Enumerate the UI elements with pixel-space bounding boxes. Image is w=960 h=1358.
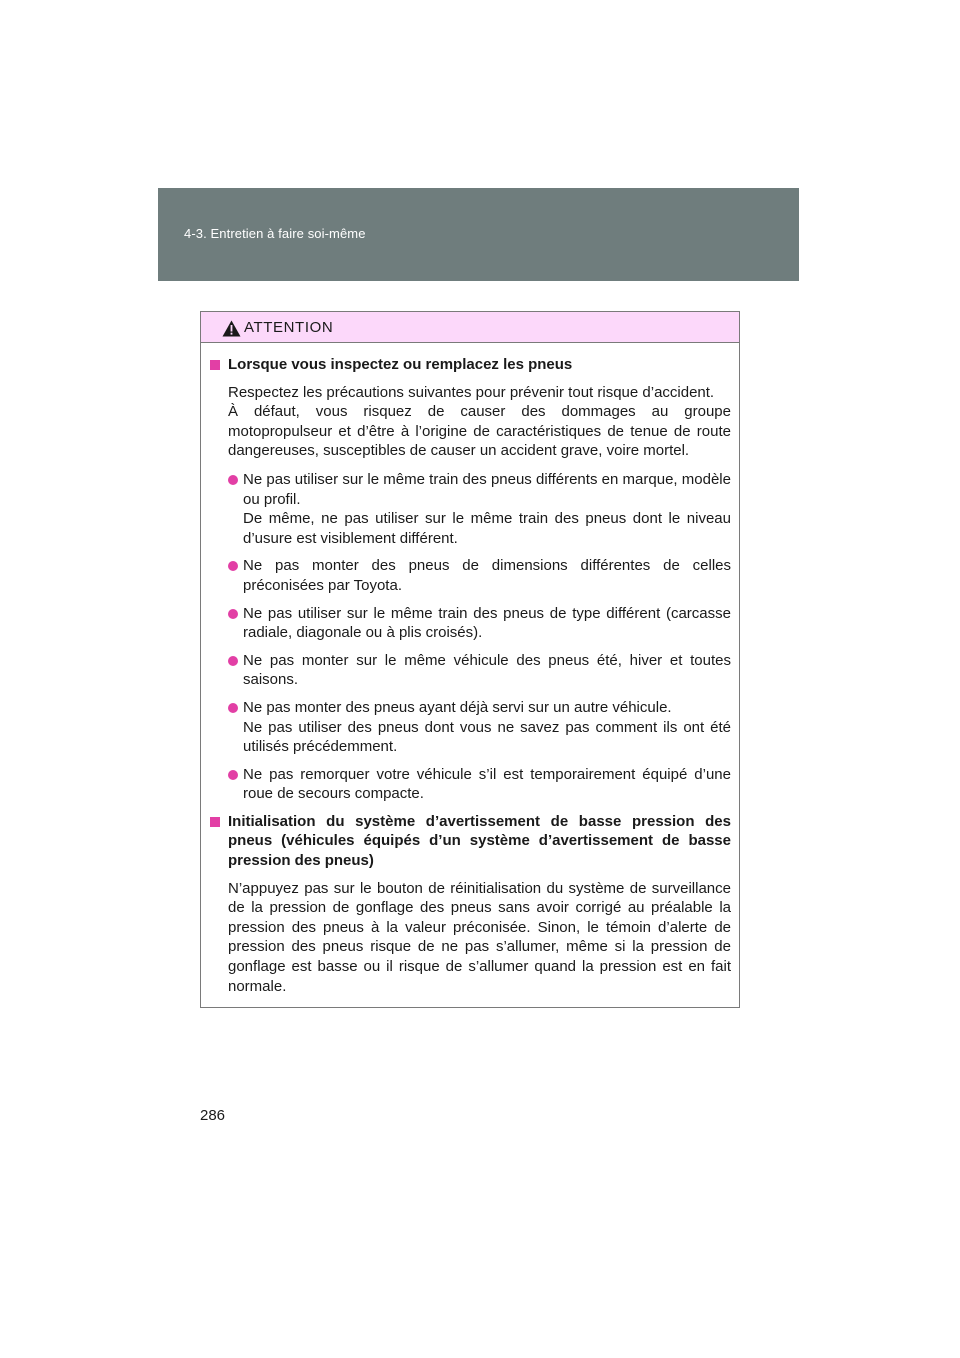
caution-box — [200, 311, 740, 1008]
page-number: 286 — [200, 1107, 226, 1124]
round-bullet-icon — [228, 475, 238, 485]
warning-triangle-icon — [222, 320, 241, 337]
list-item-text: Ne pas utiliser des pneus dont vous ne savez pas comment ils ont été utilisés précédemment. — [243, 718, 731, 756]
round-bullet-icon — [228, 561, 238, 571]
round-bullet-icon — [228, 770, 238, 780]
paragraph — [210, 402, 731, 461]
list-item-text: Ne pas monter des pneus ayant déjà servi sur un autre véhicule. — [243, 698, 672, 716]
section-title: 4-3. Entretien à faire soi-même — [184, 226, 366, 241]
list-item — [210, 698, 731, 757]
paragraph — [210, 879, 731, 997]
square-bullet-icon — [210, 817, 220, 827]
paragraph-text: N’appuyez pas sur le bouton de réinitialisation du système de surveillance de la pression de gonflage des pneus sans avoir corrigé au préalable la pression des pneus à la valeur préconisée. Sinon, le témoin d’alerte de pression des pneus risque de ne pas s’allumer, même si la pression de gonflage est basse ou il risque de s’allumer quand la pression est en fait normale. — [228, 879, 731, 995]
section-heading — [210, 355, 731, 375]
round-bullet-icon — [228, 609, 238, 619]
paragraph-text: À défaut, vous risquez de causer des dommages au groupe motopropulseur et d’être à l’origine de caractéristiques de tenue de route dangereuses, susceptibles de causer un accident grave, voire mortel. — [228, 403, 731, 460]
list-item-text: Ne pas monter des pneus de dimensions différentes de celles préconisées par Toyota. — [243, 557, 731, 594]
list-item-text: Ne pas utiliser sur le même train des pneus de type différent (carcasse radiale, diagonale ou à plis croisés). — [243, 604, 731, 642]
list-item — [210, 651, 731, 690]
section-header-band — [158, 188, 799, 281]
square-bullet-icon — [210, 360, 220, 370]
caution-title: ATTENTION — [244, 318, 334, 336]
round-bullet-icon — [228, 656, 238, 666]
list-item — [210, 765, 731, 804]
caution-header — [201, 312, 739, 343]
paragraph-text: Respectez les précautions suivantes pour prévenir tout risque d’accident. — [228, 383, 715, 401]
section-heading-text: Lorsque vous inspectez ou remplacez les pneus — [228, 356, 573, 373]
list-item-text: Ne pas remorquer votre véhicule s’il est temporairement équipé d’une roue de secours compacte. — [243, 765, 731, 803]
list-item — [210, 470, 731, 548]
section-heading-text: Initialisation du système d’avertissement de basse pression des pneus (véhicules équipés d’un système d’avertissement de basse pression des pneus) — [228, 812, 731, 870]
list-item — [210, 604, 731, 643]
caution-body — [201, 343, 739, 996]
list-item-text: Ne pas monter sur le même véhicule des pneus été, hiver et toutes saisons. — [243, 651, 731, 689]
round-bullet-icon — [228, 703, 238, 713]
paragraph — [210, 383, 731, 403]
list-item-text: De même, ne pas utiliser sur le même train des pneus dont le niveau d’usure est visiblement différent. — [243, 510, 731, 547]
list-item — [210, 556, 731, 595]
list-item-text: Ne pas utiliser sur le même train des pneus différents en marque, modèle ou profil. — [243, 470, 731, 508]
section-heading — [210, 812, 731, 871]
